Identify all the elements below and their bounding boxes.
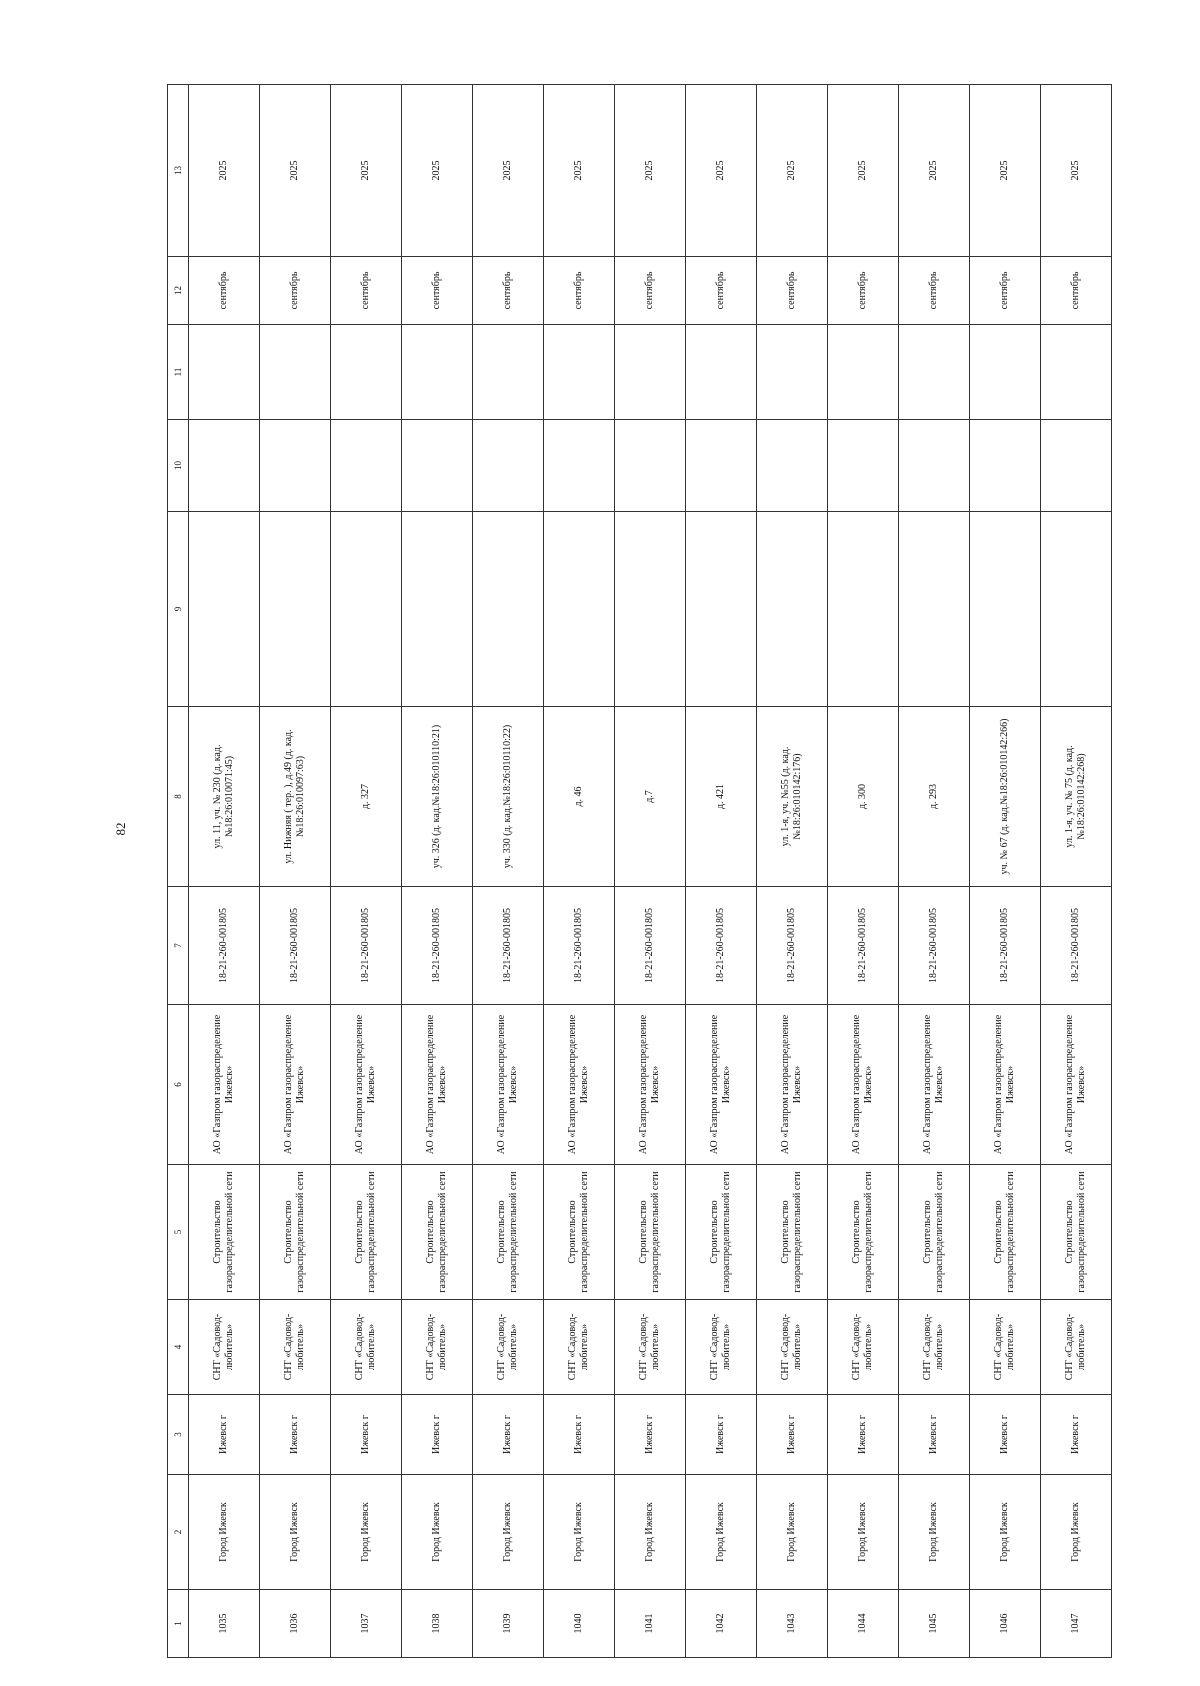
cell-c10	[686, 420, 757, 512]
cell-c12: сентябрь	[402, 257, 473, 325]
column-number-row	[168, 85, 189, 1658]
table-row	[189, 85, 260, 1658]
page-number: 82	[113, 822, 128, 836]
cell-c1: 1047	[1041, 1590, 1112, 1658]
cell-c11	[1041, 325, 1112, 420]
cell-c6: АО «Газпром газораспределение Ижевск»	[544, 1005, 615, 1165]
cell-c7: 18-21-260-001805	[331, 887, 402, 1005]
column-number: 11	[168, 325, 189, 420]
table-row	[899, 85, 970, 1658]
cell-c3: Ижевск г	[544, 1395, 615, 1475]
cell-c8: д. 300	[828, 707, 899, 887]
cell-c9	[260, 512, 331, 707]
cell-c2: Город Ижевск	[686, 1475, 757, 1590]
cell-c13: 2025	[544, 85, 615, 257]
cell-c11	[970, 325, 1041, 420]
cell-c13: 2025	[686, 85, 757, 257]
cell-c13: 2025	[757, 85, 828, 257]
cell-c12: сентябрь	[189, 257, 260, 325]
cell-c8: д.7	[615, 707, 686, 887]
cell-c12: сентябрь	[331, 257, 402, 325]
cell-c1: 1036	[260, 1590, 331, 1658]
cell-c8: д. 46	[544, 707, 615, 887]
cell-c4: СНТ «Садовод-любитель»	[899, 1300, 970, 1395]
cell-c8: уч. 326 (д. кад.№18:26:010110:21)	[402, 707, 473, 887]
cell-c4: СНТ «Садовод-любитель»	[1041, 1300, 1112, 1395]
cell-c7: 18-21-260-001805	[1041, 887, 1112, 1005]
cell-c5: Строительство газораспределительной сети	[402, 1165, 473, 1300]
cell-c3: Ижевск г	[686, 1395, 757, 1475]
cell-c2: Город Ижевск	[473, 1475, 544, 1590]
cell-c6: АО «Газпром газораспределение Ижевск»	[686, 1005, 757, 1165]
cell-c1: 1044	[828, 1590, 899, 1658]
cell-c13: 2025	[615, 85, 686, 257]
column-number: 3	[168, 1395, 189, 1475]
cell-c5: Строительство газораспределительной сети	[544, 1165, 615, 1300]
cell-c1: 1046	[970, 1590, 1041, 1658]
cell-c5: Строительство газораспределительной сети	[189, 1165, 260, 1300]
cell-c6: АО «Газпром газораспределение Ижевск»	[828, 1005, 899, 1165]
cell-c6: АО «Газпром газораспределение Ижевск»	[970, 1005, 1041, 1165]
cell-c4: СНТ «Садовод-любитель»	[970, 1300, 1041, 1395]
cell-c6: АО «Газпром газораспределение Ижевск»	[899, 1005, 970, 1165]
cell-c3: Ижевск г	[1041, 1395, 1112, 1475]
table-row	[473, 85, 544, 1658]
cell-c13: 2025	[473, 85, 544, 257]
column-number: 8	[168, 707, 189, 887]
cell-c8: ул. Нижняя ( тер. ), д.49 (д. кад.№18:26:010097:63)	[260, 707, 331, 887]
cell-c7: 18-21-260-001805	[189, 887, 260, 1005]
cell-c12: сентябрь	[828, 257, 899, 325]
cell-c10	[402, 420, 473, 512]
cell-c4: СНТ «Садовод-любитель»	[828, 1300, 899, 1395]
cell-c4: СНТ «Садовод-любитель»	[544, 1300, 615, 1395]
cell-c11	[757, 325, 828, 420]
cell-c9	[402, 512, 473, 707]
column-number: 2	[168, 1475, 189, 1590]
table-row	[402, 85, 473, 1658]
cell-c6: АО «Газпром газораспределение Ижевск»	[615, 1005, 686, 1165]
cell-c3: Ижевск г	[331, 1395, 402, 1475]
cell-c13: 2025	[331, 85, 402, 257]
cell-c2: Город Ижевск	[828, 1475, 899, 1590]
table-row	[331, 85, 402, 1658]
cell-c7: 18-21-260-001805	[828, 887, 899, 1005]
cell-c2: Город Ижевск	[189, 1475, 260, 1590]
cell-c10	[260, 420, 331, 512]
table-row	[1041, 85, 1112, 1658]
cell-c5: Строительство газораспределительной сети	[757, 1165, 828, 1300]
column-number: 12	[168, 257, 189, 325]
cell-c7: 18-21-260-001805	[686, 887, 757, 1005]
cell-c13: 2025	[402, 85, 473, 257]
cell-c11	[544, 325, 615, 420]
cell-c7: 18-21-260-001805	[757, 887, 828, 1005]
cell-c6: АО «Газпром газораспределение Ижевск»	[331, 1005, 402, 1165]
cell-c6: АО «Газпром газораспределение Ижевск»	[473, 1005, 544, 1165]
cell-c2: Город Ижевск	[260, 1475, 331, 1590]
cell-c3: Ижевск г	[828, 1395, 899, 1475]
column-number: 7	[168, 887, 189, 1005]
cell-c3: Ижевск г	[757, 1395, 828, 1475]
cell-c4: СНТ «Садовод-любитель»	[331, 1300, 402, 1395]
cell-c6: АО «Газпром газораспределение Ижевск»	[260, 1005, 331, 1165]
column-number: 5	[168, 1165, 189, 1300]
cell-c12: сентябрь	[615, 257, 686, 325]
cell-c10	[473, 420, 544, 512]
cell-c2: Город Ижевск	[1041, 1475, 1112, 1590]
cell-c12: сентябрь	[686, 257, 757, 325]
cell-c9	[757, 512, 828, 707]
rotated-table-container	[167, 85, 1094, 1658]
cell-c10	[970, 420, 1041, 512]
cell-c3: Ижевск г	[899, 1395, 970, 1475]
cell-c9	[473, 512, 544, 707]
table-row	[970, 85, 1041, 1658]
cell-c4: СНТ «Садовод-любитель»	[686, 1300, 757, 1395]
cell-c11	[473, 325, 544, 420]
cell-c7: 18-21-260-001805	[544, 887, 615, 1005]
cell-c10	[331, 420, 402, 512]
cell-c7: 18-21-260-001805	[473, 887, 544, 1005]
cell-c13: 2025	[189, 85, 260, 257]
cell-c7: 18-21-260-001805	[402, 887, 473, 1005]
cell-c5: Строительство газораспределительной сети	[260, 1165, 331, 1300]
cell-c8: ул. 11, уч. № 230 (д. кад.№18:26:010071:45)	[189, 707, 260, 887]
cell-c11	[615, 325, 686, 420]
column-number: 4	[168, 1300, 189, 1395]
cell-c11	[828, 325, 899, 420]
cell-c1: 1041	[615, 1590, 686, 1658]
cell-c13: 2025	[260, 85, 331, 257]
cell-c11	[899, 325, 970, 420]
cell-c3: Ижевск г	[970, 1395, 1041, 1475]
cell-c5: Строительство газораспределительной сети	[615, 1165, 686, 1300]
column-number: 1	[168, 1590, 189, 1658]
cell-c9	[189, 512, 260, 707]
table-row	[686, 85, 757, 1658]
cell-c12: сентябрь	[260, 257, 331, 325]
cell-c9	[899, 512, 970, 707]
cell-c1: 1043	[757, 1590, 828, 1658]
cell-c9	[544, 512, 615, 707]
cell-c10	[615, 420, 686, 512]
cell-c2: Город Ижевск	[970, 1475, 1041, 1590]
cell-c9	[828, 512, 899, 707]
cell-c10	[1041, 420, 1112, 512]
cell-c9	[615, 512, 686, 707]
table-row	[757, 85, 828, 1658]
cell-c6: АО «Газпром газораспределение Ижевск»	[402, 1005, 473, 1165]
cell-c9	[1041, 512, 1112, 707]
column-number: 10	[168, 420, 189, 512]
cell-c5: Строительство газораспределительной сети	[899, 1165, 970, 1300]
cell-c3: Ижевск г	[615, 1395, 686, 1475]
cell-c8: д. 327	[331, 707, 402, 887]
table-row	[828, 85, 899, 1658]
cell-c3: Ижевск г	[260, 1395, 331, 1475]
cell-c4: СНТ «Садовод-любитель»	[189, 1300, 260, 1395]
cell-c10	[828, 420, 899, 512]
cell-c2: Город Ижевск	[544, 1475, 615, 1590]
cell-c1: 1038	[402, 1590, 473, 1658]
cell-c6: АО «Газпром газораспределение Ижевск»	[189, 1005, 260, 1165]
cell-c8: ул. 1-я, уч. №55 (д. кад.№18:26:010142:176)	[757, 707, 828, 887]
cell-c5: Строительство газораспределительной сети	[686, 1165, 757, 1300]
cell-c3: Ижевск г	[473, 1395, 544, 1475]
cell-c7: 18-21-260-001805	[899, 887, 970, 1005]
cell-c10	[899, 420, 970, 512]
cell-c1: 1037	[331, 1590, 402, 1658]
column-number: 6	[168, 1005, 189, 1165]
cell-c7: 18-21-260-001805	[615, 887, 686, 1005]
cell-c12: сентябрь	[544, 257, 615, 325]
cell-c6: АО «Газпром газораспределение Ижевск»	[1041, 1005, 1112, 1165]
cell-c2: Город Ижевск	[899, 1475, 970, 1590]
table-row	[544, 85, 615, 1658]
cell-c4: СНТ «Садовод-любитель»	[615, 1300, 686, 1395]
cell-c13: 2025	[828, 85, 899, 257]
table-body	[168, 85, 1112, 1658]
cell-c12: сентябрь	[899, 257, 970, 325]
cell-c10	[189, 420, 260, 512]
cell-c2: Город Ижевск	[331, 1475, 402, 1590]
cell-c2: Город Ижевск	[757, 1475, 828, 1590]
cell-c2: Город Ижевск	[615, 1475, 686, 1590]
cell-c11	[331, 325, 402, 420]
cell-c5: Строительство газораспределительной сети	[473, 1165, 544, 1300]
cell-c8: д. 293	[899, 707, 970, 887]
cell-c1: 1045	[899, 1590, 970, 1658]
column-number: 9	[168, 512, 189, 707]
gas-network-table	[167, 84, 1112, 1658]
cell-c4: СНТ «Садовод-любитель»	[473, 1300, 544, 1395]
column-number: 13	[168, 85, 189, 257]
cell-c11	[686, 325, 757, 420]
cell-c11	[189, 325, 260, 420]
cell-c13: 2025	[1041, 85, 1112, 257]
cell-c12: сентябрь	[757, 257, 828, 325]
table-row	[260, 85, 331, 1658]
cell-c1: 1035	[189, 1590, 260, 1658]
cell-c5: Строительство газораспределительной сети	[970, 1165, 1041, 1300]
cell-c9	[331, 512, 402, 707]
cell-c12: сентябрь	[970, 257, 1041, 325]
cell-c13: 2025	[970, 85, 1041, 257]
cell-c4: СНТ «Садовод-любитель»	[402, 1300, 473, 1395]
cell-c10	[757, 420, 828, 512]
cell-c5: Строительство газораспределительной сети	[331, 1165, 402, 1300]
cell-c9	[970, 512, 1041, 707]
cell-c2: Город Ижевск	[402, 1475, 473, 1590]
cell-c6: АО «Газпром газораспределение Ижевск»	[757, 1005, 828, 1165]
cell-c12: сентябрь	[1041, 257, 1112, 325]
cell-c9	[686, 512, 757, 707]
cell-c8: ул. 1-я, уч. № 75 (д. кад.№18:26:010142:268)	[1041, 707, 1112, 887]
cell-c1: 1040	[544, 1590, 615, 1658]
cell-c4: СНТ «Садовод-любитель»	[757, 1300, 828, 1395]
cell-c7: 18-21-260-001805	[260, 887, 331, 1005]
cell-c13: 2025	[899, 85, 970, 257]
cell-c11	[260, 325, 331, 420]
cell-c1: 1039	[473, 1590, 544, 1658]
cell-c12: сентябрь	[473, 257, 544, 325]
cell-c5: Строительство газораспределительной сети	[828, 1165, 899, 1300]
cell-c3: Ижевск г	[189, 1395, 260, 1475]
cell-c8: уч. 330 (д. кад.№18:26:010110:22)	[473, 707, 544, 887]
cell-c4: СНТ «Садовод-любитель»	[260, 1300, 331, 1395]
cell-c1: 1042	[686, 1590, 757, 1658]
table-row	[615, 85, 686, 1658]
cell-c3: Ижевск г	[402, 1395, 473, 1475]
cell-c10	[544, 420, 615, 512]
cell-c7: 18-21-260-001805	[970, 887, 1041, 1005]
cell-c8: д. 421	[686, 707, 757, 887]
cell-c5: Строительство газораспределительной сети	[1041, 1165, 1112, 1300]
cell-c8: уч. № 67 (д. кад.№18:26:010142:266)	[970, 707, 1041, 887]
cell-c11	[402, 325, 473, 420]
